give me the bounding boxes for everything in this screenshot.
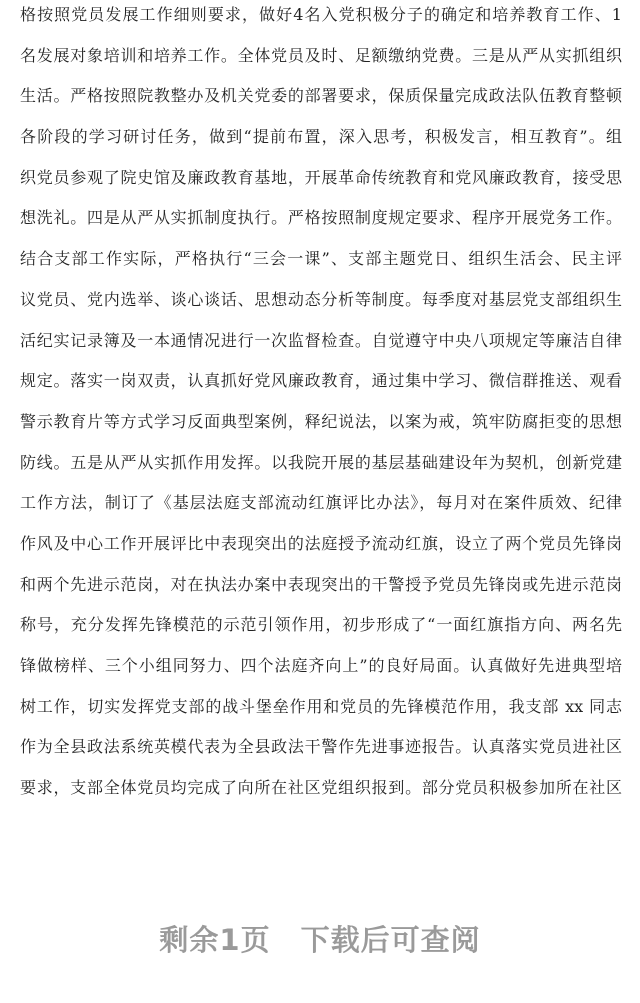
text-line: 织党员参观了院史馆及廉政教育基地，开展革命传统教育和党风廉政教育，接受思 [20,167,622,187]
text-line: 作为全县政法系统英模代表为全县政法干警作先进事迹报告。认真落实党员进社区 [20,737,622,757]
text-line: 议党员、党内选举、谈心谈话、思想动态分析等制度。每季度对基层党支部组织生 [20,289,622,309]
text-line: 警示教育片等方式学习反面典型案例，释纪说法，以案为戒，筑牢防腐拒变的思想 [20,411,622,431]
text-line: 各阶段的学习研讨任务，做到“提前布置，深入思考，积极发言，相互教育”。组 [20,127,622,147]
download-to-view-label[interactable]: 下载后可查阅 [300,923,481,957]
text-line: 作风及中心工作开展评比中表现突出的法庭授予流动红旗，设立了两个党员先锋岗 [20,533,622,553]
download-prompt-banner[interactable] [0,918,640,959]
text-line: 锋做榜样、三个小组同努力、四个法庭齐向上”的良好局面。认真做好先进典型培 [20,656,622,675]
text-line: 防线。五是从严从实抓作用发挥。以我院开展的基层基础建设年为契机，创新党建 [20,452,622,472]
text-line: 工作方法，制订了《基层法庭支部流动红旗评比办法》，每月对在案件质效、纪律 [20,493,622,513]
text-line: 格按照党员发展工作细则要求，做好4名入党积极分子的确定和培养教育工作、1 [20,5,622,24]
text-line: 要求，支部全体党员均完成了向所在社区党组织报到。部分党员积极参加所在社区 [20,778,622,798]
text-line: 称号，充分发挥先锋模范的示范引领作用，初步形成了“一面红旗指方向、两名先 [20,615,622,635]
text-line: 规定。落实一岗双责，认真抓好党风廉政教育，通过集中学习、微信群推送、观看 [20,371,622,391]
text-line: 生活。严格按照院教整办及机关党委的部署要求，保质保量完成政法队伍教育整顿 [20,86,622,106]
text-line: 结合支部工作实际，严格执行“三会一课”、支部主题党日、组织生活会、民主评 [20,249,622,269]
document-body [20,0,622,809]
text-line: 树工作，切实发挥党支部的战斗堡垒作用和党员的先锋模范作用，我支部 xx 同志 [20,696,622,716]
text-line: 和两个先进示范岗，对在执法办案中表现突出的干警授予党员先锋岗或先进示范岗 [20,574,622,594]
text-line: 名发展对象培训和培养工作。全体党员及时、足额缴纳党费。三是从严从实抓组织 [20,45,622,65]
text-line: 想洗礼。四是从严从实抓制度执行。严格按照制度规定要求、程序开展党务工作。 [20,208,622,228]
text-line: 活纪实记录簿及一本通情况进行一次监督检查。自觉遵守中央八项规定等廉洁自律 [20,330,622,350]
remaining-pages-label: 剩余1页 [159,923,271,957]
